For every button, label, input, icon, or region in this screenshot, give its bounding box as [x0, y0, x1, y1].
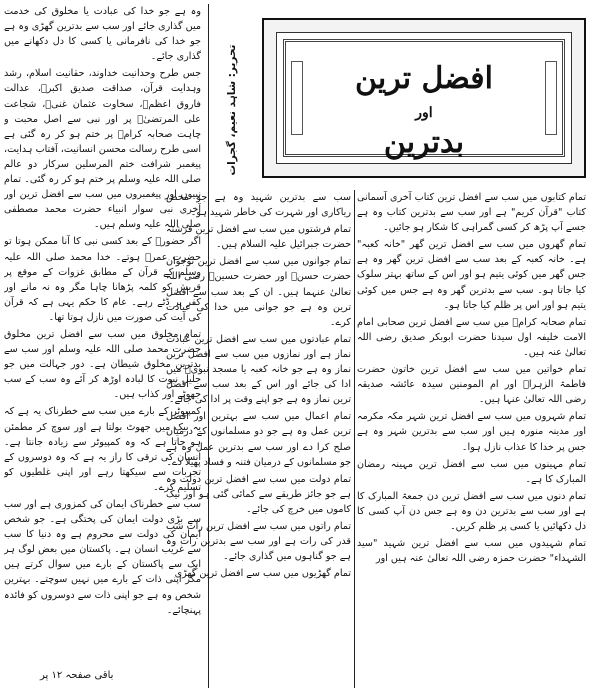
paragraph: تمام گھڑیوں میں سب سے افضل ترین گھڑی [174, 568, 351, 580]
paragraph: تمام دولت میں سب سے افضل ترین دولت وہ ہے جو جائز طریقے سے کمائی گئی ہو اور نیک کاموں میں خرچ کی جائے۔ [166, 473, 351, 515]
paragraph: جس طرح وحدانیت خداوند، حقانیت اسلام، رشد وہدایت قرآن، صداقت صدیق اکبرؓ، عدالت فاروق اعظمؓ، سخاوت عثمان غنیؓ، شجاعت علی المرتضیٰؓ پر اور نبی سے اصل محبت و چاہت صحابہ کرامؓ پر ختم ہو کر رہ گئی ہے اسی طرح رسالت محسن انسانیت، آفتاب ہدایت، پیغمبر شرافت ختم المرسلین سرکار دو عالم صلی اللہ علیہ وسلم پر ختم ہو کر رہ گئی۔ تمام نبیوں اور پیغمبروں میں سب سے افضل ترین اور آخری نبی سوار انبیاء حضرت محمد مصطفی صلی اللہ علیہ وسلم ہیں۔ [4, 68, 201, 231]
paragraph: تمام کتابوں میں سب سے افضل ترین کتاب آخری آسمانی کتاب "قرآن کریم" ہے اور سب سے بدترین کتاب وہ ہے جسے آپ پڑھ کر کسی گمراہی کا شکار ہو جائیں۔ [357, 192, 586, 234]
title-box [262, 18, 586, 178]
paragraph: سب سے بدترین شہید وہ ہے جو محض ریاکاری اور شہرت کی خاطر شہید ہو۔ [166, 192, 351, 219]
paragraph: تمام مخلوق میں سب سے افضل ترین مخلوق حضرت محمد صلی اللہ علیہ وسلم اور سب سے بدترین مخلوق شیطان ہے۔ دور جہالت میں جو جلیل نبوت کا لبادہ اوڑھ کر آئے وہ سب کے سب جھوٹے اور کذاب ہیں۔ [4, 328, 201, 401]
paragraph: اگر حضورؐ کے بعد کسی نبی کا آنا ممکن ہوتا تو حضرت عمرؓ ہوتے۔ خدا محمد صلی اللہ علیہ وسلم کے قرآن کے مطابق غزوات کے موقع پر قریش کو کلمہ پڑھانا چاہا مگر وہ نہ مانے اور کفر پر ڈٹے رہے۔ عام کا حکم یہی ہے کہ قرآن کی آیت کی صورت میں نازل ہوتا تھا۔ [4, 236, 201, 323]
paragraph: تمام شہیدوں میں سب سے افضل ترین شہید "سید الشہداء" حضرت حمزہ رضی اللہ تعالیٰ عنہ ہیں اور [357, 538, 586, 565]
paragraph: تمام فرشتوں میں سب سے افضل ترین فرشتہ حضرت جبرائیل علیہ السلام ہیں۔ [166, 224, 351, 251]
author-byline [222, 30, 242, 190]
paragraph: تمام اعمال میں سب سے بہترین اور افضل ترین عمل وہ ہے جو دو مسلمانوں کے درمیان صلح کرا دے اور سب سے بدترین عمل وہ ہے جو مسلمانوں کے درمیان فتنہ و فساد پھیلا دے۔ [166, 411, 351, 468]
paragraph: تمام گھروں میں سب سے افضل ترین گھر "خانہ کعبہ" ہے۔ خانہ کعبہ کے بعد سب سے افضل ترین گھر وہ ہے جس گھر میں کوئی یتیم ہو اور اس کے ساتھ بہتر سلوک کیا جاتا ہو۔ سب سے بدترین گھر وہ ہے جس میں کوئی یتیم ہو اور اس پر ظلم کیا جاتا ہو۔ [357, 239, 586, 311]
paragraph: تمام دنوں میں سب سے افضل ترین دن جمعۃ المبارک کا ہے اور سب سے بدترین دن وہ ہے جس دن آپ کسی کا دل دکھائیں یا کسی پر ظلم کریں۔ [357, 490, 586, 532]
title-line-1: افضل ترین [355, 61, 493, 96]
paragraph: کمپیوٹر کے بارے میں سب سے خطرناک یہ ہے کہ یہ بیک میں جھوٹ بولتا ہے اور سوچ کر مطمئن ہو جاتا ہے کہ وہ کمپیوٹر سے زیادہ جانتا ہے۔ انسان کی ترقی کا راز یہ ہے کہ وہ دوسروں کے تجربات سے سیکھتا رہے اور اپنی غلطیوں کو تسلیم کرے۔ [4, 406, 201, 493]
middle-column [166, 190, 351, 688]
paragraph: تمام صحابہ کرامؓ میں سب سے افضل ترین صحابی امام الامت خلیفہ اول سیدنا حضرت ابوبکر صدیق رضی اللہ تعالیٰ عنہ ہیں۔ [357, 316, 586, 358]
paragraph: تمام راتوں میں سب سے افضل ترین رات شب قدر کی رات ہے اور سب سے بدترین رات وہ ہے جو گناہوں میں گذاری جائے۔ [166, 520, 351, 563]
continued-on-page-note: باقی صفحہ ۱۲ پر [40, 670, 114, 681]
title-line-2: اور [415, 105, 433, 121]
paragraph: سب سے خطرناک ایمان کی کمزوری ہے اور سب سے بڑی دولت ایمان کی پختگی ہے۔ جو شخص ایمان کی دولت سے محروم ہے وہ دنیا کا سب سے غریب انسان ہے۔ پاکستان میں بعض لوگ ہر ایک سے پاکستان کے بارے میں سوال کرتے ہیں مگر اپنی ذات کے بارے میں نہیں سوچتے۔ بہترین شخص وہ ہے جو اپنی ذات سے دوسروں کو فائدہ پہنچائے۔ [4, 499, 201, 616]
paragraph: تمام جوانوں میں سب سے افضل ترین نوجوان حضرت حسنؓ اور حضرت حسینؓ رضی اللہ تعالیٰ عنہما ہیں۔ ان کے بعد سب سے افضل ترین وہ ہے جو جوانی میں خدا کی عبادت کرے۔ [166, 256, 351, 328]
paragraph: تمام شہروں میں سب سے افضل ترین شہر مکہ مکرمہ اور مدینہ منورہ ہیں اور سب سے بدترین شہر وہ ہے جس پر خدا کا عذاب نازل ہوا۔ [357, 411, 586, 453]
title-line-3: بدترین [383, 125, 465, 160]
paragraph: وہ ہے جو خدا کی عبادت یا مخلوق کی خدمت میں گذاری جائے اور سب سے بدترین گھڑی وہ ہے جو خدا کی نافرمانی یا کسی کا دل دکھانے میں گذاری جائے۔ [4, 6, 201, 63]
author-byline-text: تحریر: شاہد نعیم، گجرات [226, 44, 238, 176]
paragraph: تمام خواتین میں سب سے افضل ترین خاتون حضرت فاطمۃ الزہراؓ اور ام المومنین سیدہ عائشہ صدیقہ رضی اللہ تعالیٰ عنہا ہیں۔ [357, 364, 586, 406]
title-frame-outer [276, 32, 572, 164]
right-column [357, 190, 586, 688]
column-rule-right [354, 190, 355, 688]
paragraph: تمام مہینوں میں سب سے افضل ترین مہینہ رمضان المبارک کا ہے۔ [357, 458, 586, 485]
paragraph: تمام عبادتوں میں سب سے افضل ترین عبادت نماز ہے اور نمازوں میں سب سے افضل ترین نماز وہ ہے جو خانہ کعبہ یا مسجد نبویؐ میں ادا کی جائے اور اس کے بعد سب سے افضل ترین نماز وہ ہے جو اپنے وقت پر ادا کی جائے۔ [166, 333, 351, 406]
